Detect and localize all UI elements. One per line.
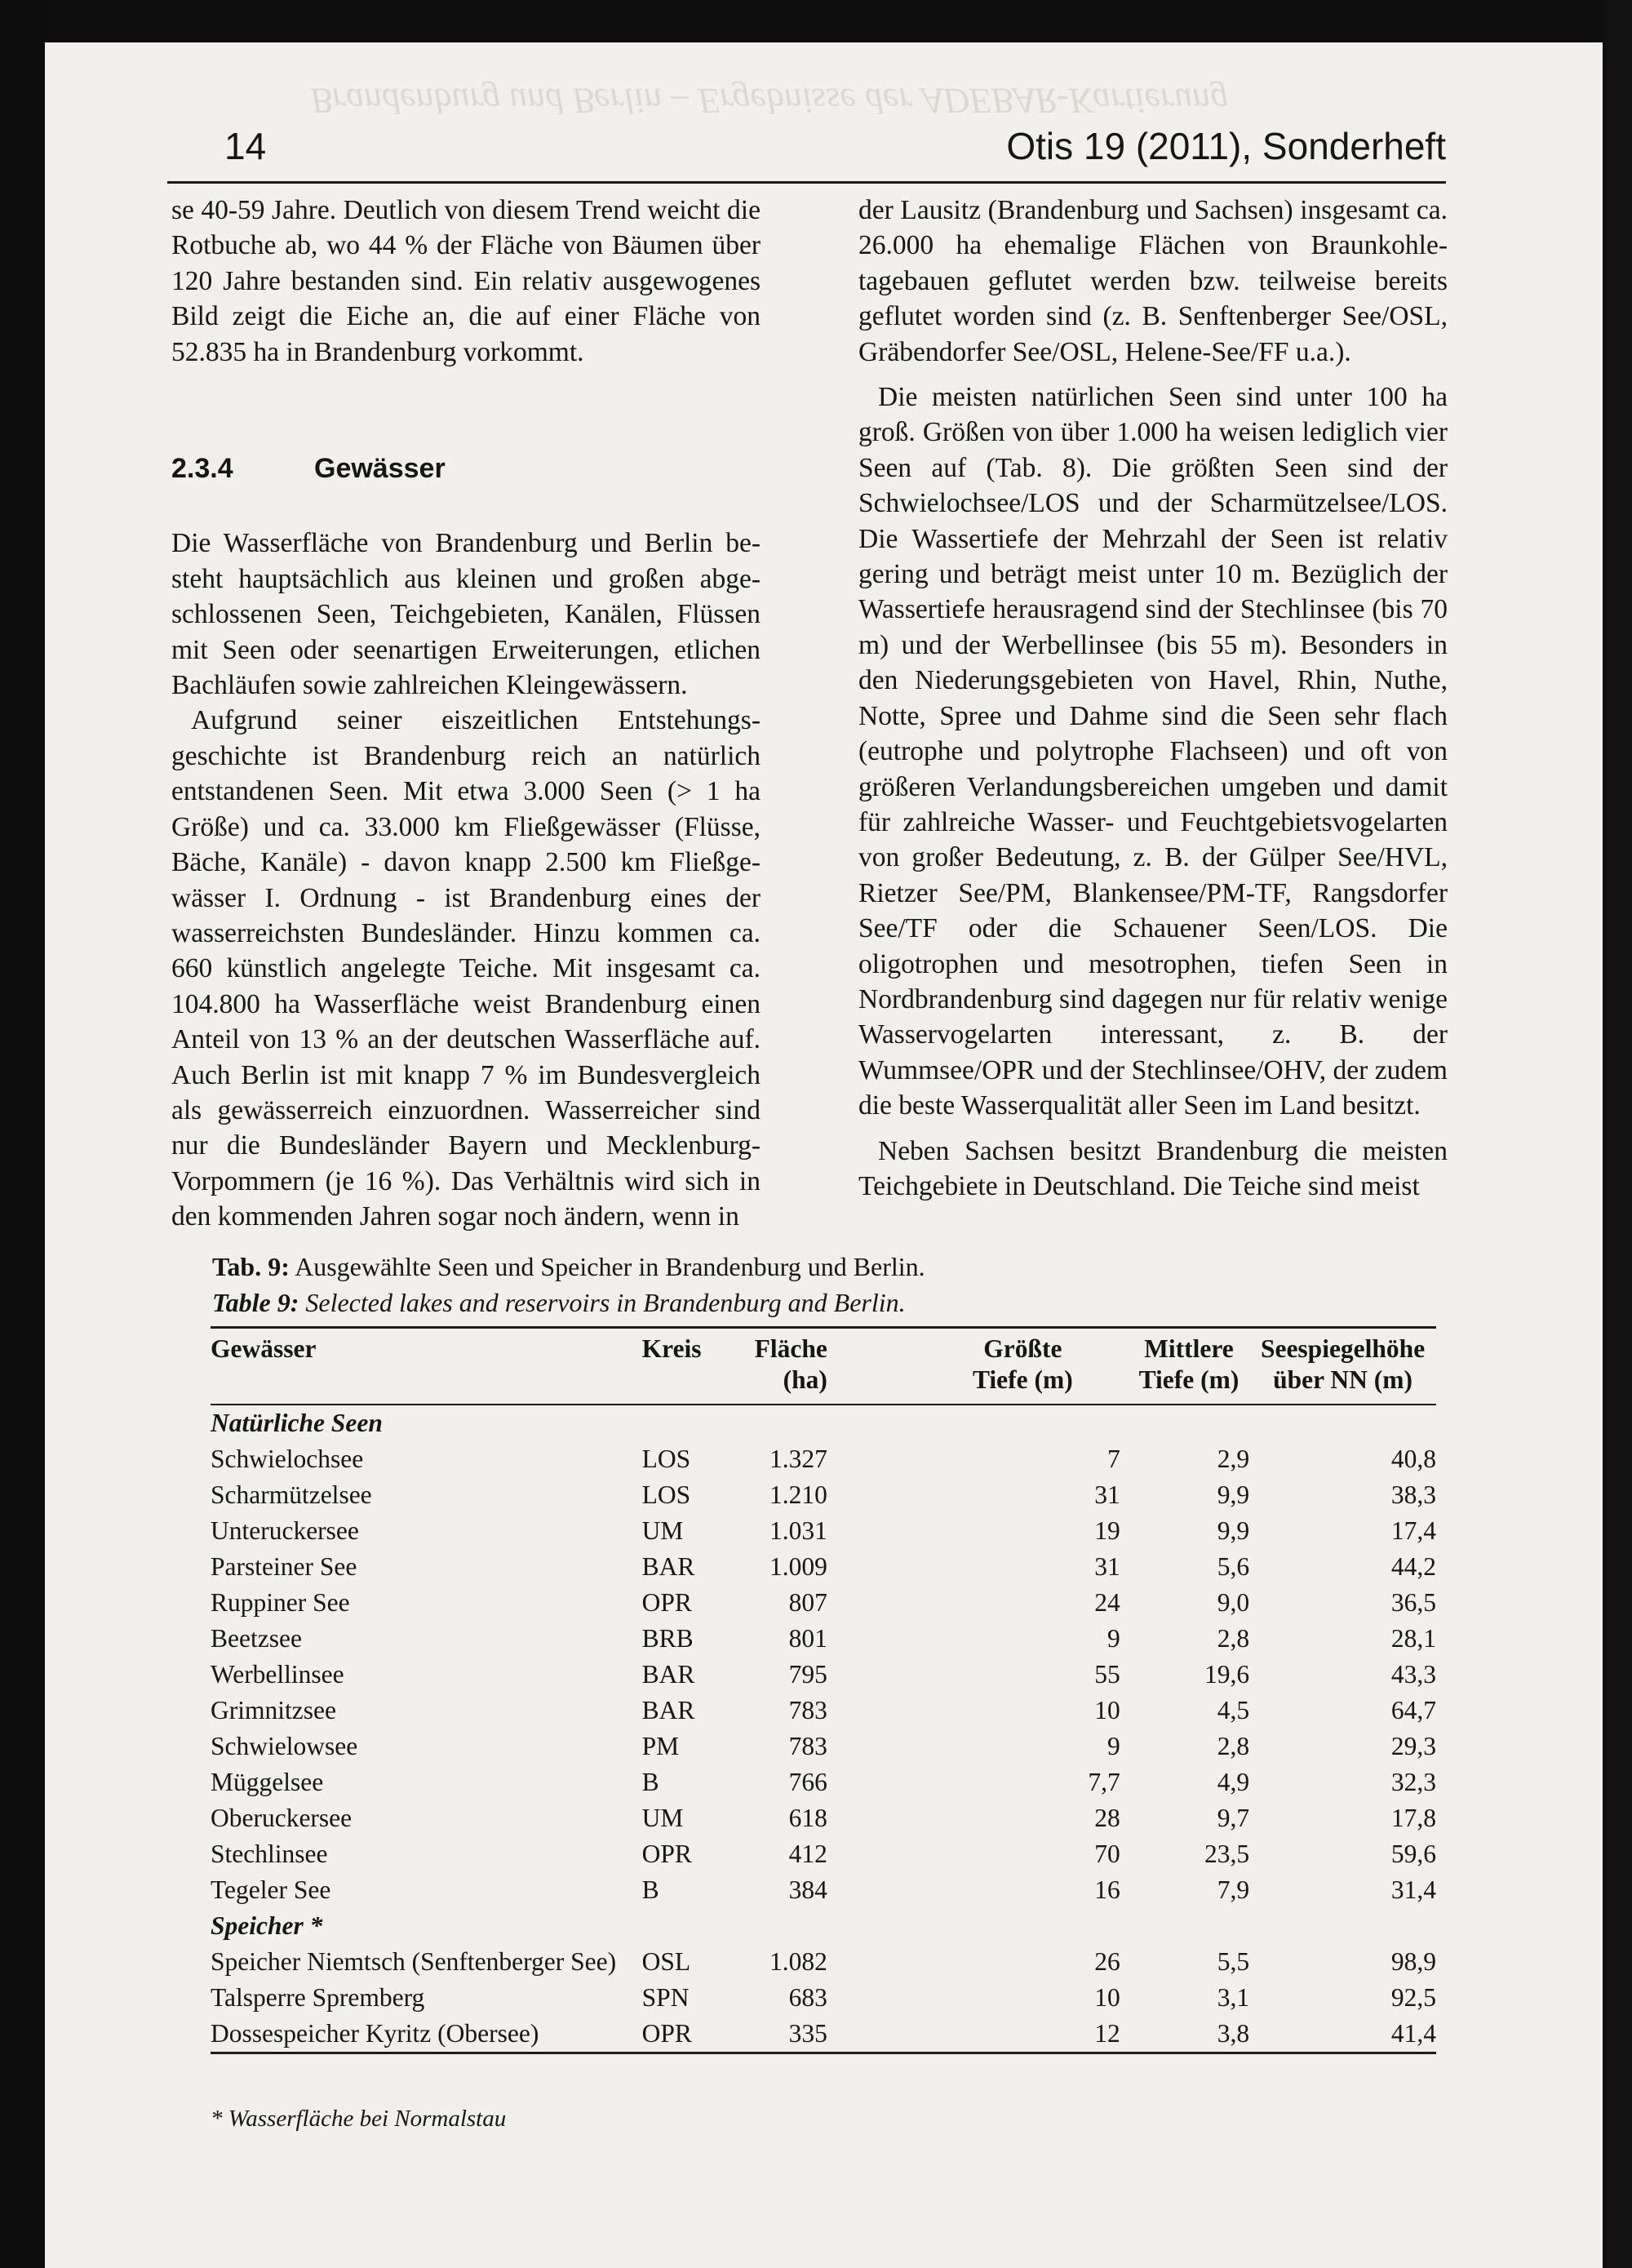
- section-heading: [171, 451, 761, 486]
- cell-kreis: B: [641, 1768, 659, 1796]
- cell-kreis: SPN: [641, 1983, 690, 2012]
- cell-kreis: LOS: [641, 1480, 691, 1509]
- table-row: [211, 1621, 1436, 1657]
- group-row-reservoirs: [211, 1908, 1436, 1944]
- cell-mean-depth: 9,7: [1217, 1804, 1250, 1832]
- table-row: [211, 1836, 1436, 1872]
- cell-kreis: OPR: [641, 2019, 692, 2048]
- table-row: [211, 1980, 1436, 2016]
- group-label: Speicher *: [211, 1911, 323, 1940]
- cell-kreis: BRB: [641, 1624, 694, 1653]
- paragraph: Die meisten natürlichen Seen sind unter 100 ha groß. Größen von über 1.000 ha weisen lediglich vier Seen auf (Tab. 8). Die größten Seen sind der Schwielochsee/LOS und der Scharmützelsee/LOS. Die Wassertiefe der Mehrzahl der Seen ist relativ gering und beträgt meist unter 10 m. Bezüglich der Wassertiefe herausragend sind der Stechlinsee (bis 70 m) und der Werbellinsee (bis 55 m). Besonders in den Niederungsgebieten von Havel, Rhin, Nuthe, Notte, Spree und Dahme sind die Seen sehr flach (eutrophe und polytrophe Flachseen) und oft von größeren Verlandungsbereichen umgeben und damit für zahlreiche Wasser- und Feuchtgebietsvogelarten von großer Bedeutung, z. B. der Gülper See/HVL, Rietzer See/PM, Blankensee/PM-TF, Rangsdorfer See/TF oder die Schauener Seen/LOS. Die oligotrophen und mesotrophen, tiefen Seen in Nordbrandenburg sind dagegen nur für relativ wenige Wasservogelarten interessant, z. B. der Wummsee/OPR und der Stechlinsee/OHV, der zudem die beste Wasserqualität aller Seen im Land besitzt.: [858, 382, 1448, 1121]
- cell-area: 1.327: [769, 1445, 827, 1473]
- caption-english: [212, 1285, 925, 1320]
- cell-name: Unteruckersee: [211, 1516, 359, 1545]
- table-row: [211, 1657, 1436, 1693]
- section-title: Gewässer: [314, 453, 446, 485]
- cell-name: Scharmützelsee: [211, 1480, 372, 1509]
- table-row: [211, 1693, 1436, 1729]
- cell-water-level: 43,3: [1390, 1660, 1436, 1689]
- cell-mean-depth: 5,6: [1217, 1552, 1250, 1581]
- table-row: [211, 2016, 1436, 2053]
- cell-max-depth: 10: [1094, 1696, 1120, 1724]
- cell-name: Schwielochsee: [211, 1445, 364, 1473]
- cell-max-depth: 9: [1107, 1624, 1120, 1653]
- table-row: [211, 1585, 1436, 1621]
- paragraph: Die Wasserfläche von Brandenburg und Berlin besteht hauptsächlich aus kleinen und großen abgeschlossenen Seen, Teichgebieten, Kanälen, Flüssen mit Seen oder seenartigen Erweiterungen, etlichen Bachläufen sowie zahlreichen Kleingewässern.: [171, 528, 761, 701]
- caption-german: [212, 1249, 925, 1285]
- table-row: [211, 1549, 1436, 1585]
- cell-mean-depth: 4,9: [1217, 1768, 1250, 1796]
- cell-kreis: UM: [641, 1804, 684, 1832]
- cell-max-depth: 7,7: [1088, 1768, 1120, 1796]
- cell-area: 335: [788, 2019, 827, 2048]
- cell-area: 1.210: [769, 1480, 827, 1509]
- cell-mean-depth: 9,9: [1217, 1480, 1250, 1509]
- cell-area: 795: [788, 1660, 827, 1689]
- caption-text: Ausgewählte Seen und Speicher in Brandenburg und Berlin.: [295, 1252, 925, 1281]
- cell-kreis: UM: [641, 1516, 684, 1545]
- col-header-water-level: Seespiegelhöhe über NN (m): [1249, 1328, 1436, 1405]
- cell-water-level: 92,5: [1390, 1983, 1436, 2012]
- paragraph: se 40-59 Jahre. Deutlich von diesem Trend weicht die Rotbuche ab, wo 44 % der Fläche von Bäumen über 120 Jahre bestanden sind. Ein relativ ausgewogenes Bild zeigt die Eiche an, die auf einer Fläche von 52.835 ha in Brandenburg vorkommt.: [171, 195, 761, 367]
- cell-mean-depth: 4,5: [1217, 1696, 1250, 1724]
- cell-max-depth: 31: [1094, 1552, 1120, 1581]
- cell-mean-depth: 9,9: [1217, 1516, 1250, 1545]
- cell-water-level: 36,5: [1390, 1588, 1436, 1617]
- journal-title: Otis 19 (2011), Sonderheft: [1006, 125, 1446, 167]
- cell-mean-depth: 7,9: [1217, 1875, 1250, 1904]
- cell-max-depth: 24: [1094, 1588, 1120, 1617]
- paragraph: Neben Sachsen besitzt Brandenburg die meisten Teichgebiete in Deutschland. Die Teiche sind meist: [858, 1135, 1448, 1201]
- cell-max-depth: 10: [1094, 1983, 1120, 2012]
- cell-max-depth: 26: [1094, 1947, 1120, 1976]
- cell-area: 384: [788, 1875, 827, 1904]
- cell-water-level: 64,7: [1390, 1696, 1436, 1724]
- cell-mean-depth: 2,8: [1217, 1624, 1250, 1653]
- group-label: Natürliche Seen: [211, 1409, 383, 1437]
- cell-kreis: OSL: [641, 1947, 691, 1976]
- cell-water-level: 29,3: [1390, 1732, 1436, 1760]
- cell-mean-depth: 2,9: [1217, 1445, 1250, 1473]
- cell-water-level: 32,3: [1390, 1768, 1436, 1796]
- scan-border-top: [0, 0, 1632, 42]
- cell-water-level: 41,4: [1390, 2019, 1436, 2048]
- cell-name: Oberuckersee: [211, 1804, 353, 1832]
- cell-max-depth: 19: [1094, 1516, 1120, 1545]
- cell-area: 783: [788, 1732, 827, 1760]
- cell-area: 766: [788, 1768, 827, 1796]
- cell-max-depth: 55: [1094, 1660, 1120, 1689]
- cell-water-level: 38,3: [1390, 1480, 1436, 1509]
- cell-mean-depth: 5,5: [1217, 1947, 1250, 1976]
- cell-name: Stechlinsee: [211, 1840, 328, 1868]
- cell-name: Talsperre Spremberg: [211, 1983, 425, 2012]
- cell-max-depth: 70: [1094, 1840, 1120, 1868]
- cell-kreis: OPR: [641, 1588, 692, 1617]
- table-row: [211, 1764, 1436, 1800]
- left-column: [171, 193, 761, 1235]
- col-header-kreis: Kreis: [642, 1328, 730, 1405]
- cell-mean-depth: 3,1: [1217, 1983, 1250, 2012]
- cell-name: Dossespeicher Kyritz (Obersee): [211, 2019, 539, 2048]
- show-through-text: Brandenburg und Berlin – Ergebnisse der ADEBAR-Kartierung: [310, 81, 1229, 121]
- cell-kreis: PM: [641, 1732, 680, 1760]
- cell-water-level: 40,8: [1390, 1445, 1436, 1473]
- caption-text: Selected lakes and reservoirs in Brandenburg and Berlin.: [305, 1288, 906, 1317]
- cell-area: 783: [788, 1696, 827, 1724]
- cell-max-depth: 9: [1107, 1732, 1120, 1760]
- cell-name: Beetzsee: [211, 1624, 302, 1653]
- cell-name: Parsteiner See: [211, 1552, 357, 1581]
- section-number: 2.3.4: [171, 453, 233, 485]
- cell-water-level: 98,9: [1390, 1947, 1436, 1976]
- cell-name: Ruppiner See: [211, 1588, 350, 1617]
- table-row: [211, 1872, 1436, 1908]
- cell-name: Grimnitzsee: [211, 1696, 336, 1724]
- cell-mean-depth: 23,5: [1204, 1840, 1250, 1868]
- cell-name: Tegeler See: [211, 1875, 331, 1904]
- cell-max-depth: 12: [1094, 2019, 1120, 2048]
- cell-max-depth: 31: [1094, 1480, 1120, 1509]
- cell-water-level: 28,1: [1390, 1624, 1436, 1653]
- cell-area: 1.082: [769, 1947, 827, 1976]
- cell-kreis: BAR: [641, 1660, 695, 1689]
- col-header-area: Fläche (ha): [730, 1328, 827, 1405]
- table-row: [211, 1800, 1436, 1836]
- cell-name: Speicher Niemtsch (Senftenberger See): [211, 1947, 617, 1976]
- group-row-natural: [211, 1405, 1436, 1441]
- lakes-table: [211, 1326, 1436, 2054]
- table-body: [211, 1405, 1436, 2053]
- table-row: [211, 1477, 1436, 1513]
- table-footnote: * Wasserfläche bei Normalstau: [211, 2106, 507, 2132]
- scan-border-right: [1603, 0, 1632, 2268]
- caption-label: Tab. 9:: [212, 1252, 290, 1281]
- cell-area: 807: [788, 1588, 827, 1617]
- col-header-max-depth: Größte Tiefe (m): [827, 1328, 1129, 1405]
- table-caption: [212, 1249, 925, 1320]
- cell-area: 412: [788, 1840, 827, 1868]
- cell-max-depth: 7: [1107, 1445, 1120, 1473]
- table-row: [211, 1513, 1436, 1549]
- col-header-mean-depth: Mittlere Tiefe (m): [1129, 1328, 1249, 1405]
- cell-water-level: 31,4: [1390, 1875, 1436, 1904]
- cell-water-level: 44,2: [1390, 1552, 1436, 1581]
- cell-mean-depth: 19,6: [1204, 1660, 1250, 1689]
- table-header-row: [211, 1328, 1436, 1405]
- cell-name: Schwielowsee: [211, 1732, 358, 1760]
- cell-area: 1.009: [769, 1552, 827, 1581]
- cell-name: Müggelsee: [211, 1768, 324, 1796]
- cell-kreis: BAR: [641, 1696, 695, 1724]
- cell-water-level: 17,4: [1390, 1516, 1436, 1545]
- cell-mean-depth: 3,8: [1217, 2019, 1250, 2048]
- cell-kreis: LOS: [641, 1445, 691, 1473]
- paragraph: Aufgrund seiner eiszeitlichen Entstehungsgeschichte ist Brandenburg reich an natürlich entstandenen Seen. Mit etwa 3.000 Seen (> 1 ha Größe) und ca. 33.000 km Fließgewässer (Flüsse, Bäche, Kanäle) - davon knapp 2.500 km Fließgewässer I. Ordnung - ist Brandenburg eines der wasserreichsten Bundesländer. Hinzu kommen ca. 660 künstlich angelegte Teiche. Mit insgesamt ca. 104.800 ha Wasserfläche weist Brandenburg einen Anteil von 13 % an der deutschen Wasserfläche auf. Auch Berlin ist mit knapp 7 % im Bundesvergleich als gewässerreich einzuordnen. Wasserreicher sind nur die Bundesländer Bayern und Mecklenburg-Vorpommern (je 16 %). Das Verhältnis wird sich in den kommenden Jahren sogar noch ändern, wenn in: [171, 705, 761, 1232]
- paragraph: der Lausitz (Brandenburg und Sachsen) insgesamt ca. 26.000 ha ehemalige Flächen von Braunkohletagebauen geflutet werden bzw. teilweise bereits geflutet worden sind (z. B. Senftenberger See/OSL, Gräbendorfer See/OSL, Helene-See/FF u.a.).: [858, 195, 1448, 367]
- cell-water-level: 59,6: [1390, 1840, 1436, 1868]
- table-row: [211, 1441, 1436, 1477]
- table-row: [211, 1944, 1436, 1980]
- cell-kreis: OPR: [641, 1840, 692, 1868]
- cell-name: Werbellinsee: [211, 1660, 344, 1689]
- cell-max-depth: 16: [1094, 1875, 1120, 1904]
- cell-max-depth: 28: [1094, 1804, 1120, 1832]
- cell-water-level: 17,8: [1390, 1804, 1436, 1832]
- cell-area: 683: [788, 1983, 827, 2012]
- scan-border-left: [0, 0, 45, 2268]
- cell-area: 618: [788, 1804, 827, 1832]
- cell-mean-depth: 2,8: [1217, 1732, 1250, 1760]
- cell-area: 1.031: [769, 1516, 827, 1545]
- running-header: [167, 119, 1446, 184]
- right-column: [858, 193, 1448, 1204]
- cell-mean-depth: 9,0: [1217, 1588, 1250, 1617]
- cell-kreis: BAR: [641, 1552, 695, 1581]
- table-row: [211, 1729, 1436, 1764]
- col-header-name: Gewässer: [211, 1328, 642, 1405]
- cell-kreis: B: [641, 1875, 659, 1904]
- page-number: 14: [224, 125, 267, 167]
- cell-area: 801: [788, 1624, 827, 1653]
- caption-label: Table 9:: [212, 1288, 299, 1317]
